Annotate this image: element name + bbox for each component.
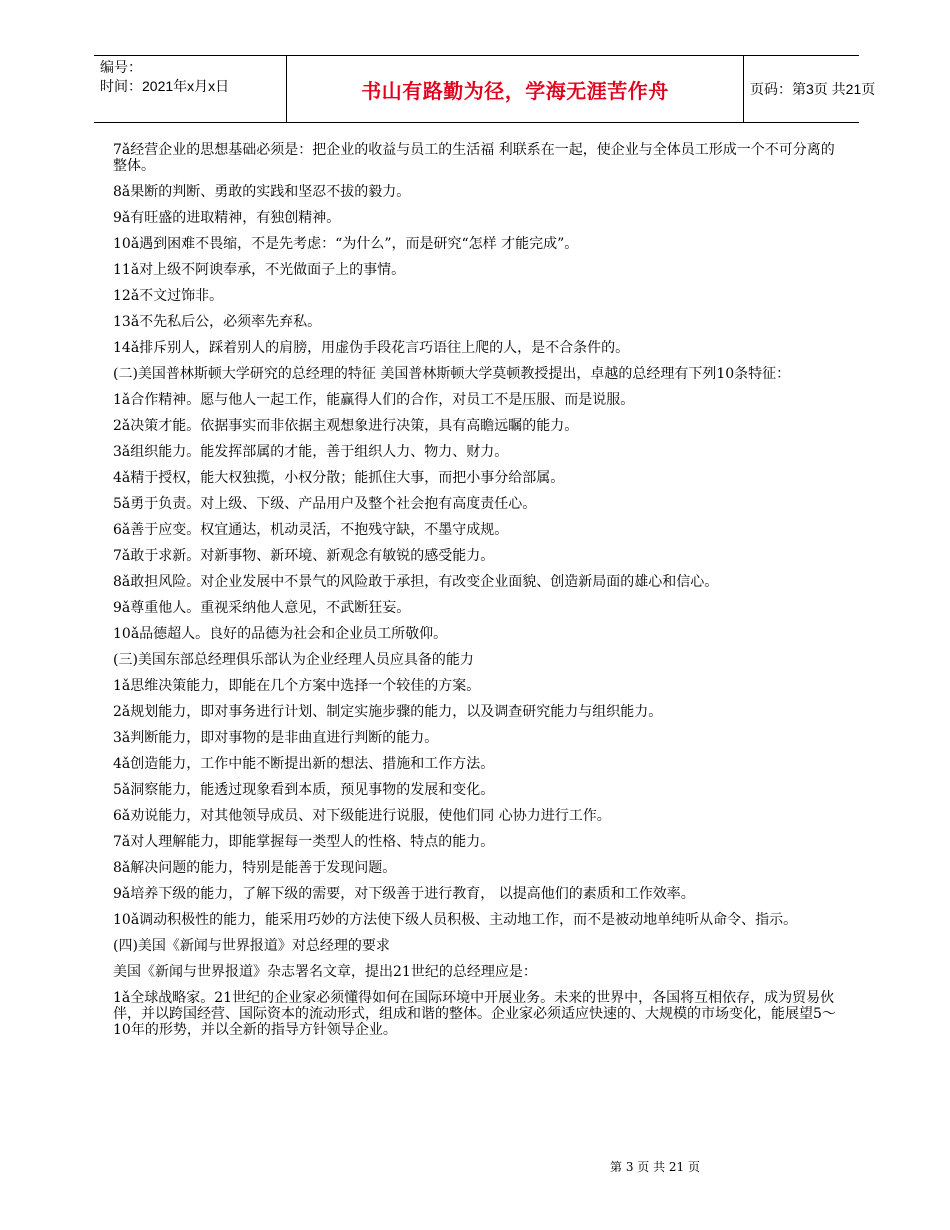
header-page-info: 页码：第3页 共21页 <box>750 81 876 97</box>
paragraph: 9ǎ尊重他人。重视采纳他人意见，不武断狂妄。 <box>113 600 411 616</box>
paragraph: 6ǎ善于应变。权宜通达，机动灵活，不抱残守缺，不墨守成规。 <box>113 522 509 538</box>
paragraph: 9ǎ有旺盛的进取精神，有独创精神。 <box>113 210 341 226</box>
paragraph: 4ǎ创造能力，工作中能不断提出新的想法、措施和工作方法。 <box>113 756 495 772</box>
paragraph: 9ǎ培养下级的能力，了解下级的需要，对下级善于进行教育， 以提高他们的素质和工作效率。 <box>113 886 695 902</box>
paragraph: 6ǎ劝说能力，对其他领导成员、对下级能进行说服，使他们同 心协力进行工作。 <box>113 808 611 824</box>
paragraph: 4ǎ精于授权，能大权独揽，小权分散；能抓住大事，而把小事分给部属。 <box>113 470 565 486</box>
paragraph: (二)美国普林斯顿大学研究的总经理的特征 美国普林斯顿大学莫顿教授提出，卓越的总经理有下列10条特征： <box>113 366 791 382</box>
paragraph: 7ǎ敢于求新。对新事物、新环境、新观念有敏锐的感受能力。 <box>113 548 495 564</box>
document-number-label: 编号： <box>100 59 142 75</box>
paragraph: 8ǎ敢担风险。对企业发展中不景气的风险敢于承担，有改变企业面貌、创造新局面的雄心和信心。 <box>113 574 719 590</box>
paragraph: 8ǎ果断的判断、勇敢的实践和坚忍不拔的毅力。 <box>113 184 411 200</box>
paragraph: 13ǎ不先私后公，必须率先弃私。 <box>113 314 322 330</box>
document-time-label: 时间：2021年x月x日 <box>100 78 230 94</box>
paragraph: 2ǎ规划能力，即对事务进行计划、制定实施步骤的能力，以及调查研究能力与组织能力。 <box>113 704 663 720</box>
page-header <box>94 55 876 123</box>
paragraph: 5ǎ洞察能力，能透过现象看到本质，预见事物的发展和变化。 <box>113 782 495 798</box>
paragraph: (四)美国《新闻与世界报道》对总经理的要求 <box>113 938 390 954</box>
page-footer <box>0 1158 950 1175</box>
paragraph: 3ǎ判断能力，即对事物的是非曲直进行判断的能力。 <box>113 730 439 746</box>
paragraph: 10ǎ品德超人。良好的品德为社会和企业员工所敬仰。 <box>113 626 448 642</box>
paragraph: 10ǎ遇到困难不畏缩，不是先考虑：“为什么”，而是研究“怎样 才能完成”。 <box>113 236 579 252</box>
paragraph: 1ǎ全球战略家。21世纪的企业家必须懂得如何在国际环境中开展业务。未来的世界中，各国将互相依存，成为贸易伙伴，并以跨国经营、国际资本的流动形式，组成和谐的整体。企业家必须适应快速的、大规模的市场变化，能展望5～10年的形势，并以全新的指导方针领导企业。 <box>113 990 836 1038</box>
document-body <box>113 142 848 1048</box>
paragraph: 7ǎ对人理解能力，即能掌握每一类型人的性格、特点的能力。 <box>113 834 495 850</box>
paragraph: 美国《新闻与世界报道》杂志署名文章，提出21世纪的总经理应是： <box>113 964 537 980</box>
paragraph: 12ǎ不文过饰非。 <box>113 288 224 304</box>
paragraph: 2ǎ决策才能。依据事实而非依据主观想象进行决策，具有高瞻远瞩的能力。 <box>113 418 579 434</box>
paragraph: 8ǎ解决问题的能力，特别是能善于发现问题。 <box>113 860 397 876</box>
footer-page-number: 第 3 页 共 21 页 <box>610 1160 700 1174</box>
paragraph: 11ǎ对上级不阿谀奉承，不光做面子上的事情。 <box>113 262 406 278</box>
paragraph: 7ǎ经营企业的思想基础必须是：把企业的收益与员工的生活福 利联系在一起，使企业与全体员工形成一个不可分离的整体。 <box>113 142 835 174</box>
paragraph: 3ǎ组织能力。能发挥部属的才能，善于组织人力、物力、财力。 <box>113 444 509 460</box>
header-meta-cell <box>94 56 286 122</box>
paragraph: (三)美国东部总经理俱乐部认为企业经理人员应具备的能力 <box>113 652 474 668</box>
header-motto: 书山有路勤为径，学海无涯苦作舟 <box>361 78 669 103</box>
paragraph: 14ǎ排斥别人，踩着别人的肩膀，用虚伪手段花言巧语往上爬的人，是不合条件的。 <box>113 340 630 356</box>
paragraph: 1ǎ思维决策能力，即能在几个方案中选择一个较佳的方案。 <box>113 678 481 694</box>
paragraph: 1ǎ合作精神。愿与他人一起工作，能赢得人们的合作，对员工不是压服、而是说服。 <box>113 392 635 408</box>
paragraph: 5ǎ勇于负责。对上级、下级、产品用户及整个社会抱有高度责任心。 <box>113 496 537 512</box>
paragraph: 10ǎ调动积极性的能力，能采用巧妙的方法使下级人员积极、主动地工作，而不是被动地单纯听从命令、指示。 <box>113 912 798 928</box>
header-motto-cell <box>286 56 744 122</box>
